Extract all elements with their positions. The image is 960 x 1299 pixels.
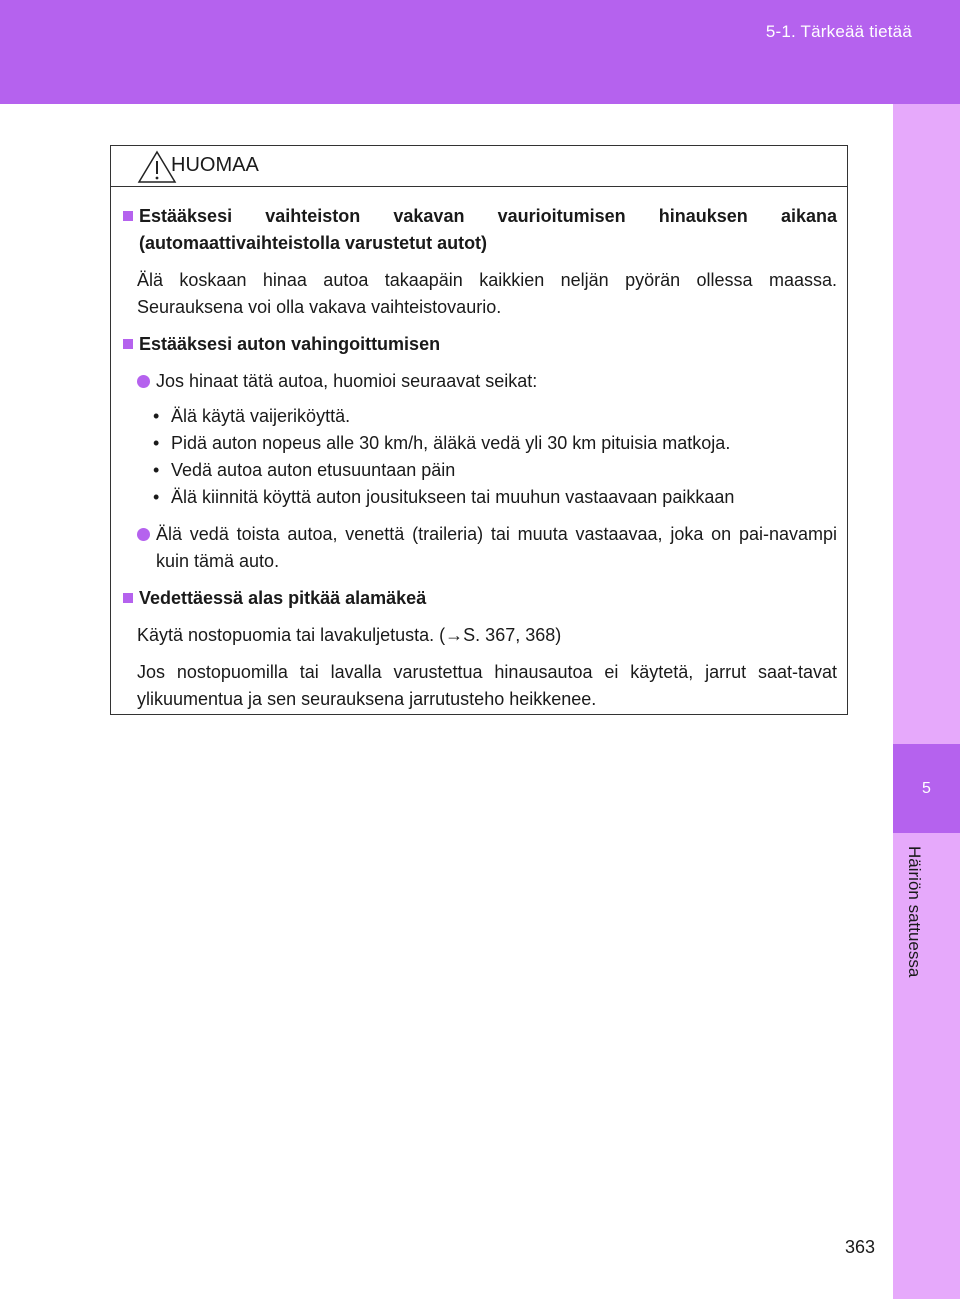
section-heading: Vedettäessä alas pitkää alamäkeä — [123, 585, 837, 612]
section-text: Jos nostopuomilla tai lavalla varustettua hinausautoa ei käytetä, jarrut saat-tavat ylikuumentua ja sen seurauksena jarrutusteho heikkenee. — [137, 662, 837, 709]
notice-title: HUOMAA — [171, 154, 259, 176]
notice-box — [110, 145, 848, 715]
section-text: Älä koskaan hinaa autoa takaapäin kaikkien neljän pyörän ollessa maassa. Seurauksena voi olla vakava vaihteistovaurio. — [137, 270, 837, 317]
side-tab — [893, 104, 960, 744]
chapter-number: 5 — [893, 744, 960, 833]
header-band — [0, 0, 960, 104]
section-text: Käytä nostopuomia tai lavakuljetusta. (→S. 367, 368) — [137, 625, 562, 645]
section-heading: Estääksesi vaihteiston vakavan vaurioitumisen hinauksen aikana (automaattivaihteistolla varustetut autot) — [123, 203, 837, 257]
list-item: • Älä käytä vaijeriköyttä. — [153, 406, 351, 426]
square-bullet-icon — [123, 339, 133, 349]
notice-body — [111, 187, 847, 713]
chapter-title: Häiriön sattuessa — [905, 846, 924, 978]
square-bullet-icon — [123, 593, 133, 603]
list-item: Älä vedä toista autoa, venettä (traileria) tai muuta vastaavaa, joka on pai-navampi kuin tämä auto. — [123, 521, 837, 575]
page-number: 363 — [845, 1237, 876, 1257]
list-item: Jos hinaat tätä autoa, huomioi seuraavat seikat: — [123, 368, 837, 395]
list-item: • Älä kiinnitä köyttä auton jousitukseen tai muuhun vastaavaan paikkaan — [153, 487, 735, 507]
list-item: • Vedä autoa auton etusuuntaan päin — [153, 460, 456, 480]
square-bullet-icon — [123, 211, 133, 221]
circle-bullet-icon — [137, 528, 150, 541]
circle-bullet-icon — [137, 375, 150, 388]
section-title: 5-1. Tärkeää tietää — [765, 22, 912, 41]
bullet-list — [123, 403, 837, 511]
notice-header — [111, 146, 847, 187]
list-item: • Pidä auton nopeus alle 30 km/h, äläkä vedä yli 30 km pituisia matkoja. — [153, 433, 731, 453]
section-heading: Estääksesi auton vahingoittumisen — [123, 331, 837, 358]
